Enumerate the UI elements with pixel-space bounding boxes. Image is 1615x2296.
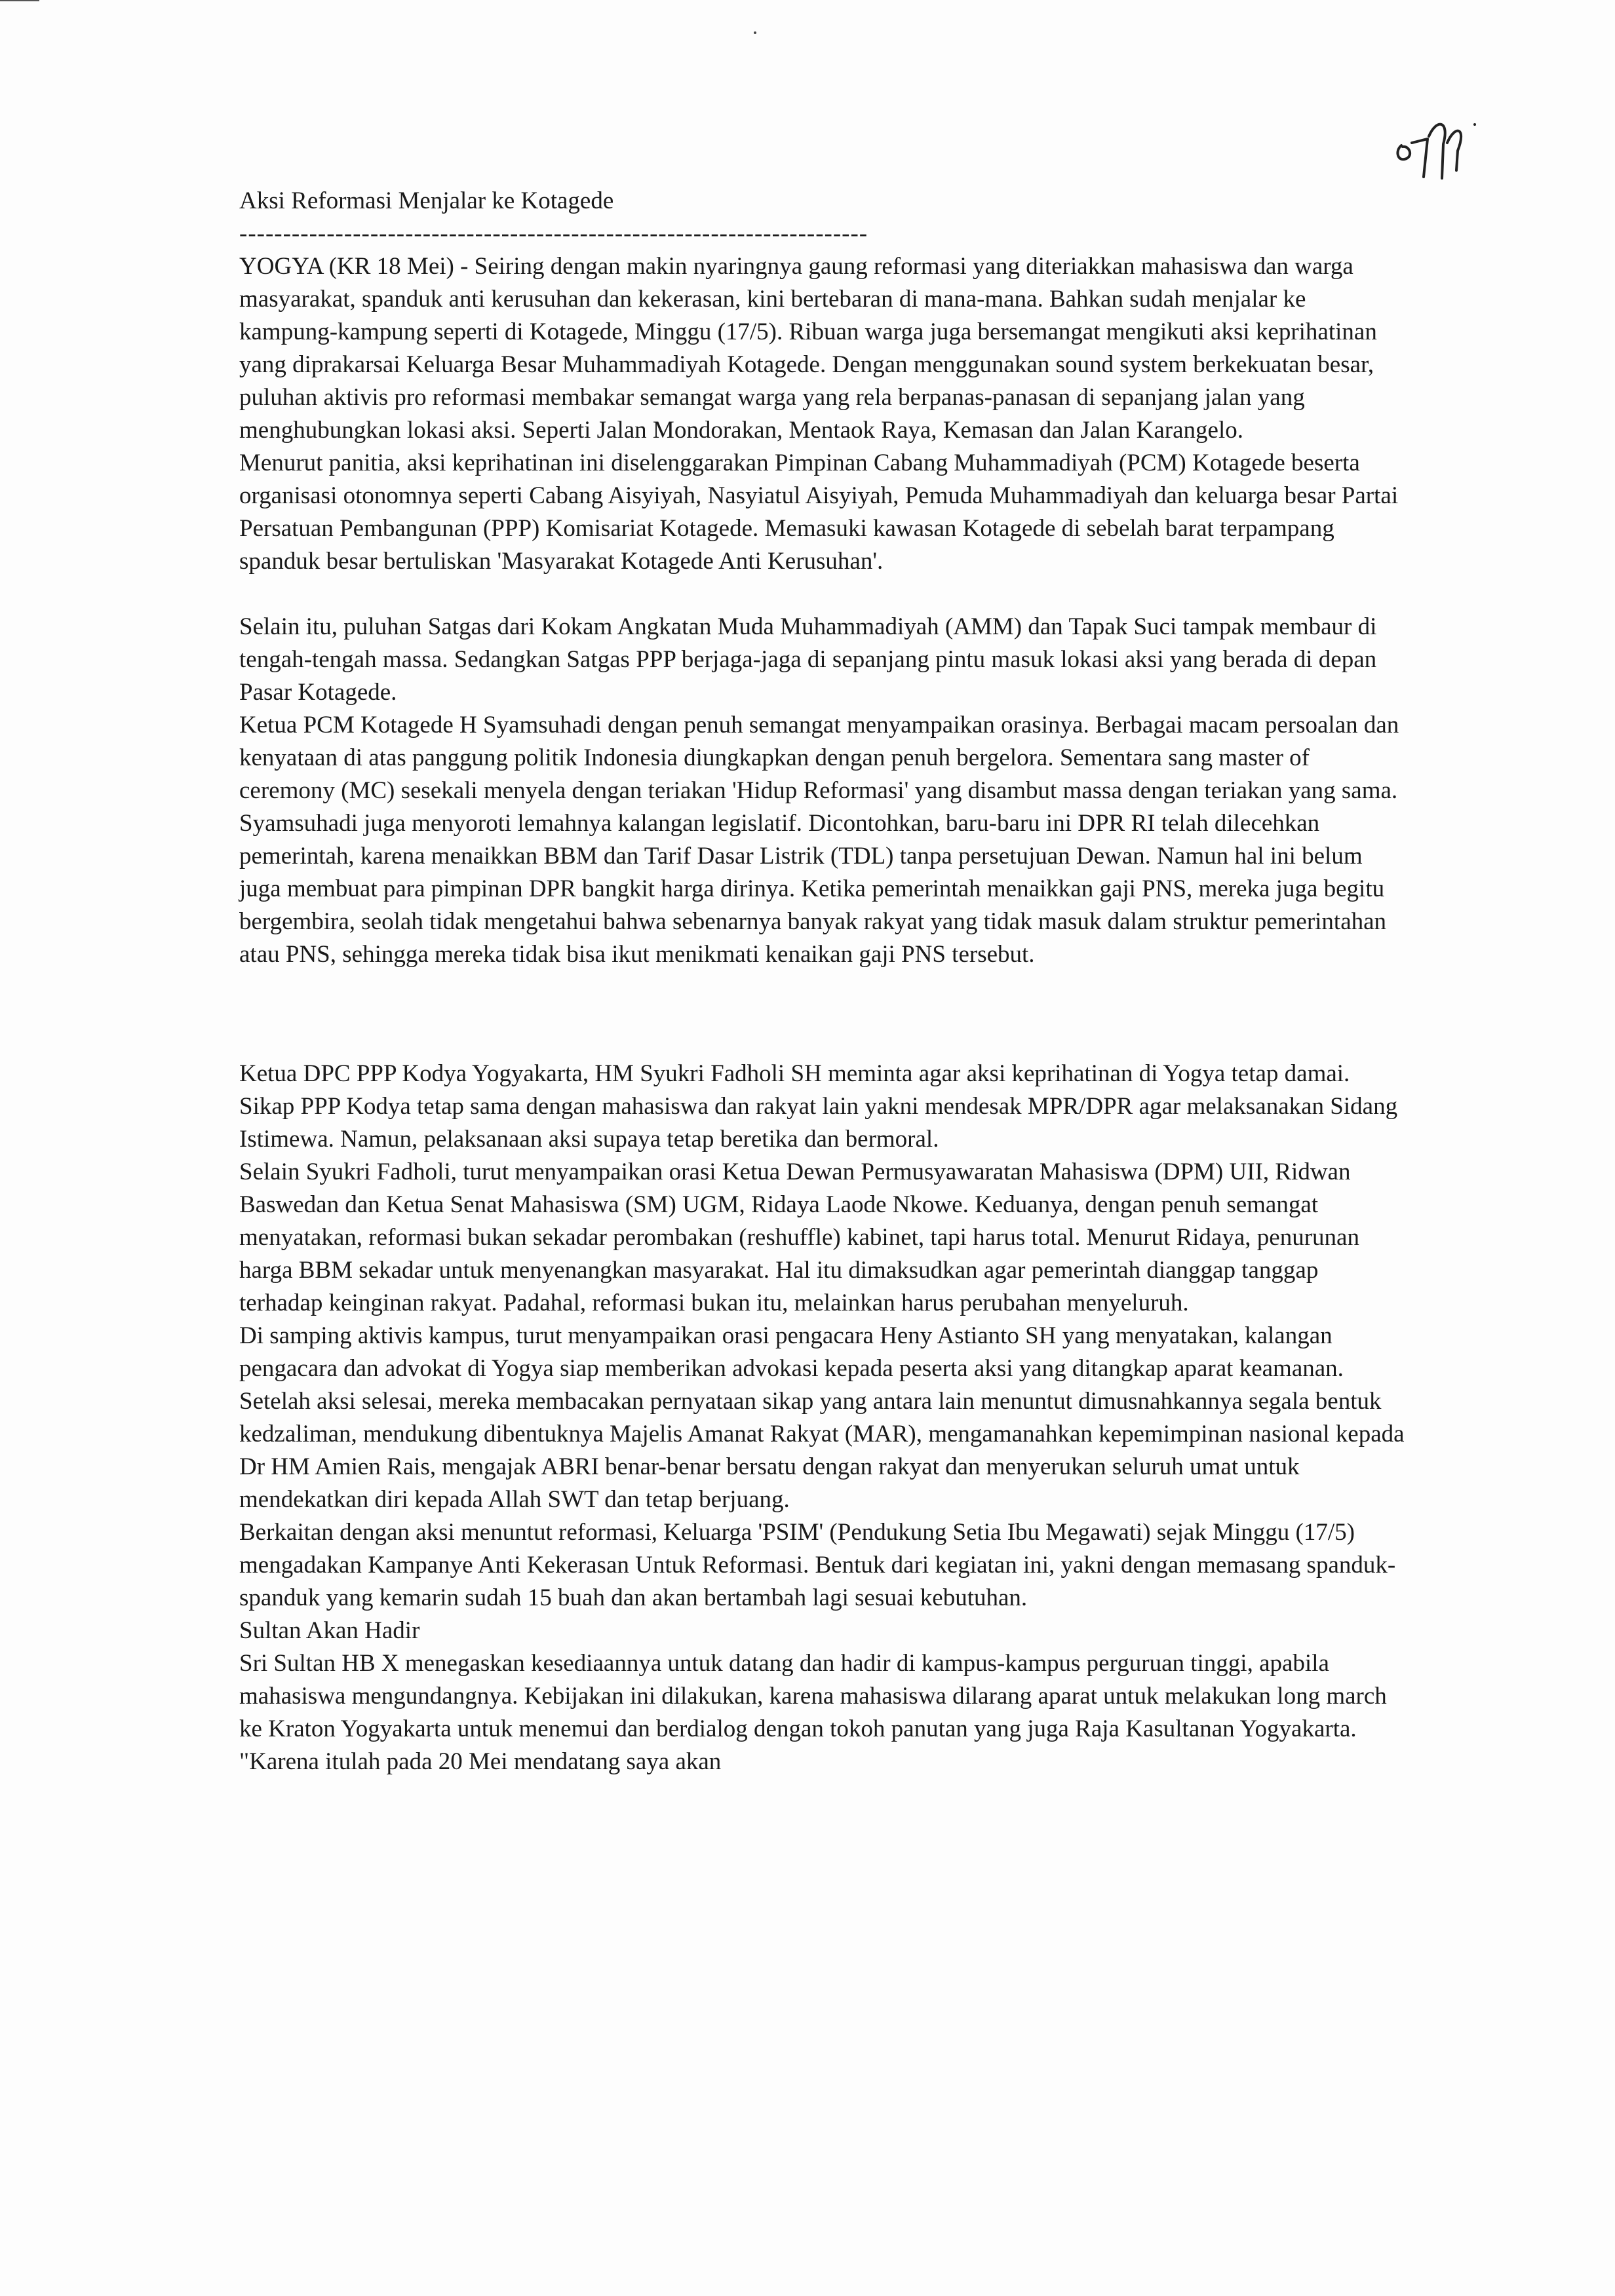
paragraph: Sri Sultan HB X menegaskan kesediaannya untuk datang dan hadir di kampus-kampus perguruan tinggi, apabila mahasiswa mengundangnya. Kebijakan ini dilakukan, karena mahasiswa dilarang aparat untuk melakukan long march ke Kraton Yogyakarta untuk menemui dan berdialog dengan tokoh panutan yang juga Raja Kasultanan Yogyakarta. "Karena itulah pada 20 Mei mendatang saya akan: [239, 1650, 1387, 1775]
paragraph: Selain itu, puluhan Satgas dari Kokam Angkatan Muda Muhammadiyah (AMM) dan Tapak Suci tampak membaur di tengah-tengah massa. Sedangkan Satgas PPP berjaga-jaga di sepanjang pintu masuk lokasi aksi yang berada di depan Pasar Kotagede.: [239, 613, 1377, 706]
paragraph: Setelah aksi selesai, mereka membacakan pernyataan sikap yang antara lain menuntut dimusnahkannya segala bentuk kedzaliman, mendukung dibentuknya Majelis Amanat Rakyat (MAR), mengamanahkan kepemimpinan nasional kepada Dr HM Amien Rais, mengajak ABRI benar-benar bersatu dengan rakyat dan menyerukan seluruh umat untuk mendekatkan diri kepada Allah SWT dan tetap berjuang.: [239, 1388, 1405, 1513]
paragraph: YOGYA (KR 18 Mei) - Seiring dengan makin nyaringnya gaung reformasi yang diteriakkan mahasiswa dan warga masyarakat, spanduk anti kerusuhan dan kekerasan, kini bertebaran di mana-mana. Bahkan sudah menjalar ke kampung-kampung seperti di Kotagede, Minggu (17/5). Ribuan warga juga bersemangat mengikuti aksi keprihatinan yang diprakarsai Keluarga Besar Muhammadiyah Kotagede. Dengan menggunakan sound system berkekuatan besar, puluhan aktivis pro reformasi membakar semangat warga yang rela berpanas-panasan di sepanjang jalan yang menghubungkan lokasi aksi. Seperti Jalan Mondorakan, Mentaok Raya, Kemasan dan Jalan Karangelo.: [239, 253, 1377, 444]
scan-speck: [754, 31, 756, 34]
article: [239, 185, 1406, 1778]
article-title: Aksi Reformasi Menjalar ke Kotagede: [239, 187, 614, 214]
scan-edge-mark: [0, 0, 39, 1]
paragraph: Selain Syukri Fadholi, turut menyampaikan orasi Ketua Dewan Permusyawaratan Mahasiswa (DPM) UII, Ridwan Baswedan dan Ketua Senat Mahasiswa (SM) UGM, Ridaya Laode Nkowe. Keduanya, dengan penuh semangat menyatakan, reformasi bukan sekadar perombakan (reshuffle) kabinet, tapi harus total. Menurut Ridaya, penurunan harga BBM sekadar untuk menyenangkan masyarakat. Hal itu dimaksudkan agar pemerintah dianggap tanggap terhadap keinginan rakyat. Padahal, reformasi bukan itu, melainkan harus perubahan menyeluruh.: [239, 1158, 1359, 1316]
section-subheading: Sultan Akan Hadir: [239, 1617, 420, 1644]
paragraph: Menurut panitia, aksi keprihatinan ini diselenggarakan Pimpinan Cabang Muhammadiyah (PCM) Kotagede beserta organisasi otonomnya seperti Cabang Aisyiyah, Nasyiatul Aisyiyah, Pemuda Muhammadiyah dan keluarga besar Partai Persatuan Pembangunan (PPP) Komisariat Kotagede. Memasuki kawasan Kotagede di sebelah barat terpampang spanduk besar bertuliskan 'Masyarakat Kotagede Anti Kerusuhan'.: [239, 450, 1399, 575]
title-underline: ------------------------------------------------------------------------: [239, 220, 868, 247]
paragraph: Ketua DPC PPP Kodya Yogyakarta, HM Syukri Fadholi SH meminta agar aksi keprihatinan di Yogya tetap damai. Sikap PPP Kodya tetap sama dengan mahasiswa dan rakyat lain yakni mendesak MPR/DPR agar melaksanakan Sidang Istimewa. Namun, pelaksanaan aksi supaya tetap beretika dan bermoral.: [239, 1060, 1398, 1153]
paragraph-gap: [239, 578, 1406, 611]
paragraph: Di samping aktivis kampus, turut menyampaikan orasi pengacara Heny Astianto SH yang menyatakan, kalangan pengacara dan advokat di Yogya siap memberikan advokasi kepada peserta aksi yang ditangkap aparat keamanan.: [239, 1322, 1344, 1382]
paragraph: Berkaitan dengan aksi menuntut reformasi, Keluarga 'PSIM' (Pendukung Setia Ibu Megawati) sejak Minggu (17/5) mengadakan Kampanye Anti Kekerasan Untuk Reformasi. Bentuk dari kegiatan ini, yakni dengan memasang spanduk-spanduk yang kemarin sudah 15 buah dan akan bertambah lagi sesuai kebutuhan.: [239, 1519, 1396, 1611]
section-gap: [239, 971, 1406, 1058]
handwritten-initials-icon: [1390, 105, 1488, 190]
paragraph: Syamsuhadi juga menyoroti lemahnya kalangan legislatif. Dicontohkan, baru-baru ini DPR RI telah dilecehkan pemerintah, karena menaikkan BBM dan Tarif Dasar Listrik (TDL) tanpa persetujuan Dewan. Namun hal ini belum juga membuat para pimpinan DPR bangkit harga dirinya. Ketika pemerintah menaikkan gaji PNS, mereka juga begitu bergembira, seolah tidak mengetahui bahwa sebenarnya banyak rakyat yang tidak masuk dalam struktur pemerintahan atau PNS, sehingga mereka tidak bisa ikut menikmati kenaikan gaji PNS tersebut.: [239, 810, 1387, 968]
paragraph: Ketua PCM Kotagede H Syamsuhadi dengan penuh semangat menyampaikan orasinya. Berbagai macam persoalan dan kenyataan di atas panggung politik Indonesia diungkapkan dengan penuh bergelora. Sementara sang master of ceremony (MC) sesekali menyela dengan teriakan 'Hidup Reformasi' yang disambut massa dengan teriakan yang sama.: [239, 712, 1399, 804]
